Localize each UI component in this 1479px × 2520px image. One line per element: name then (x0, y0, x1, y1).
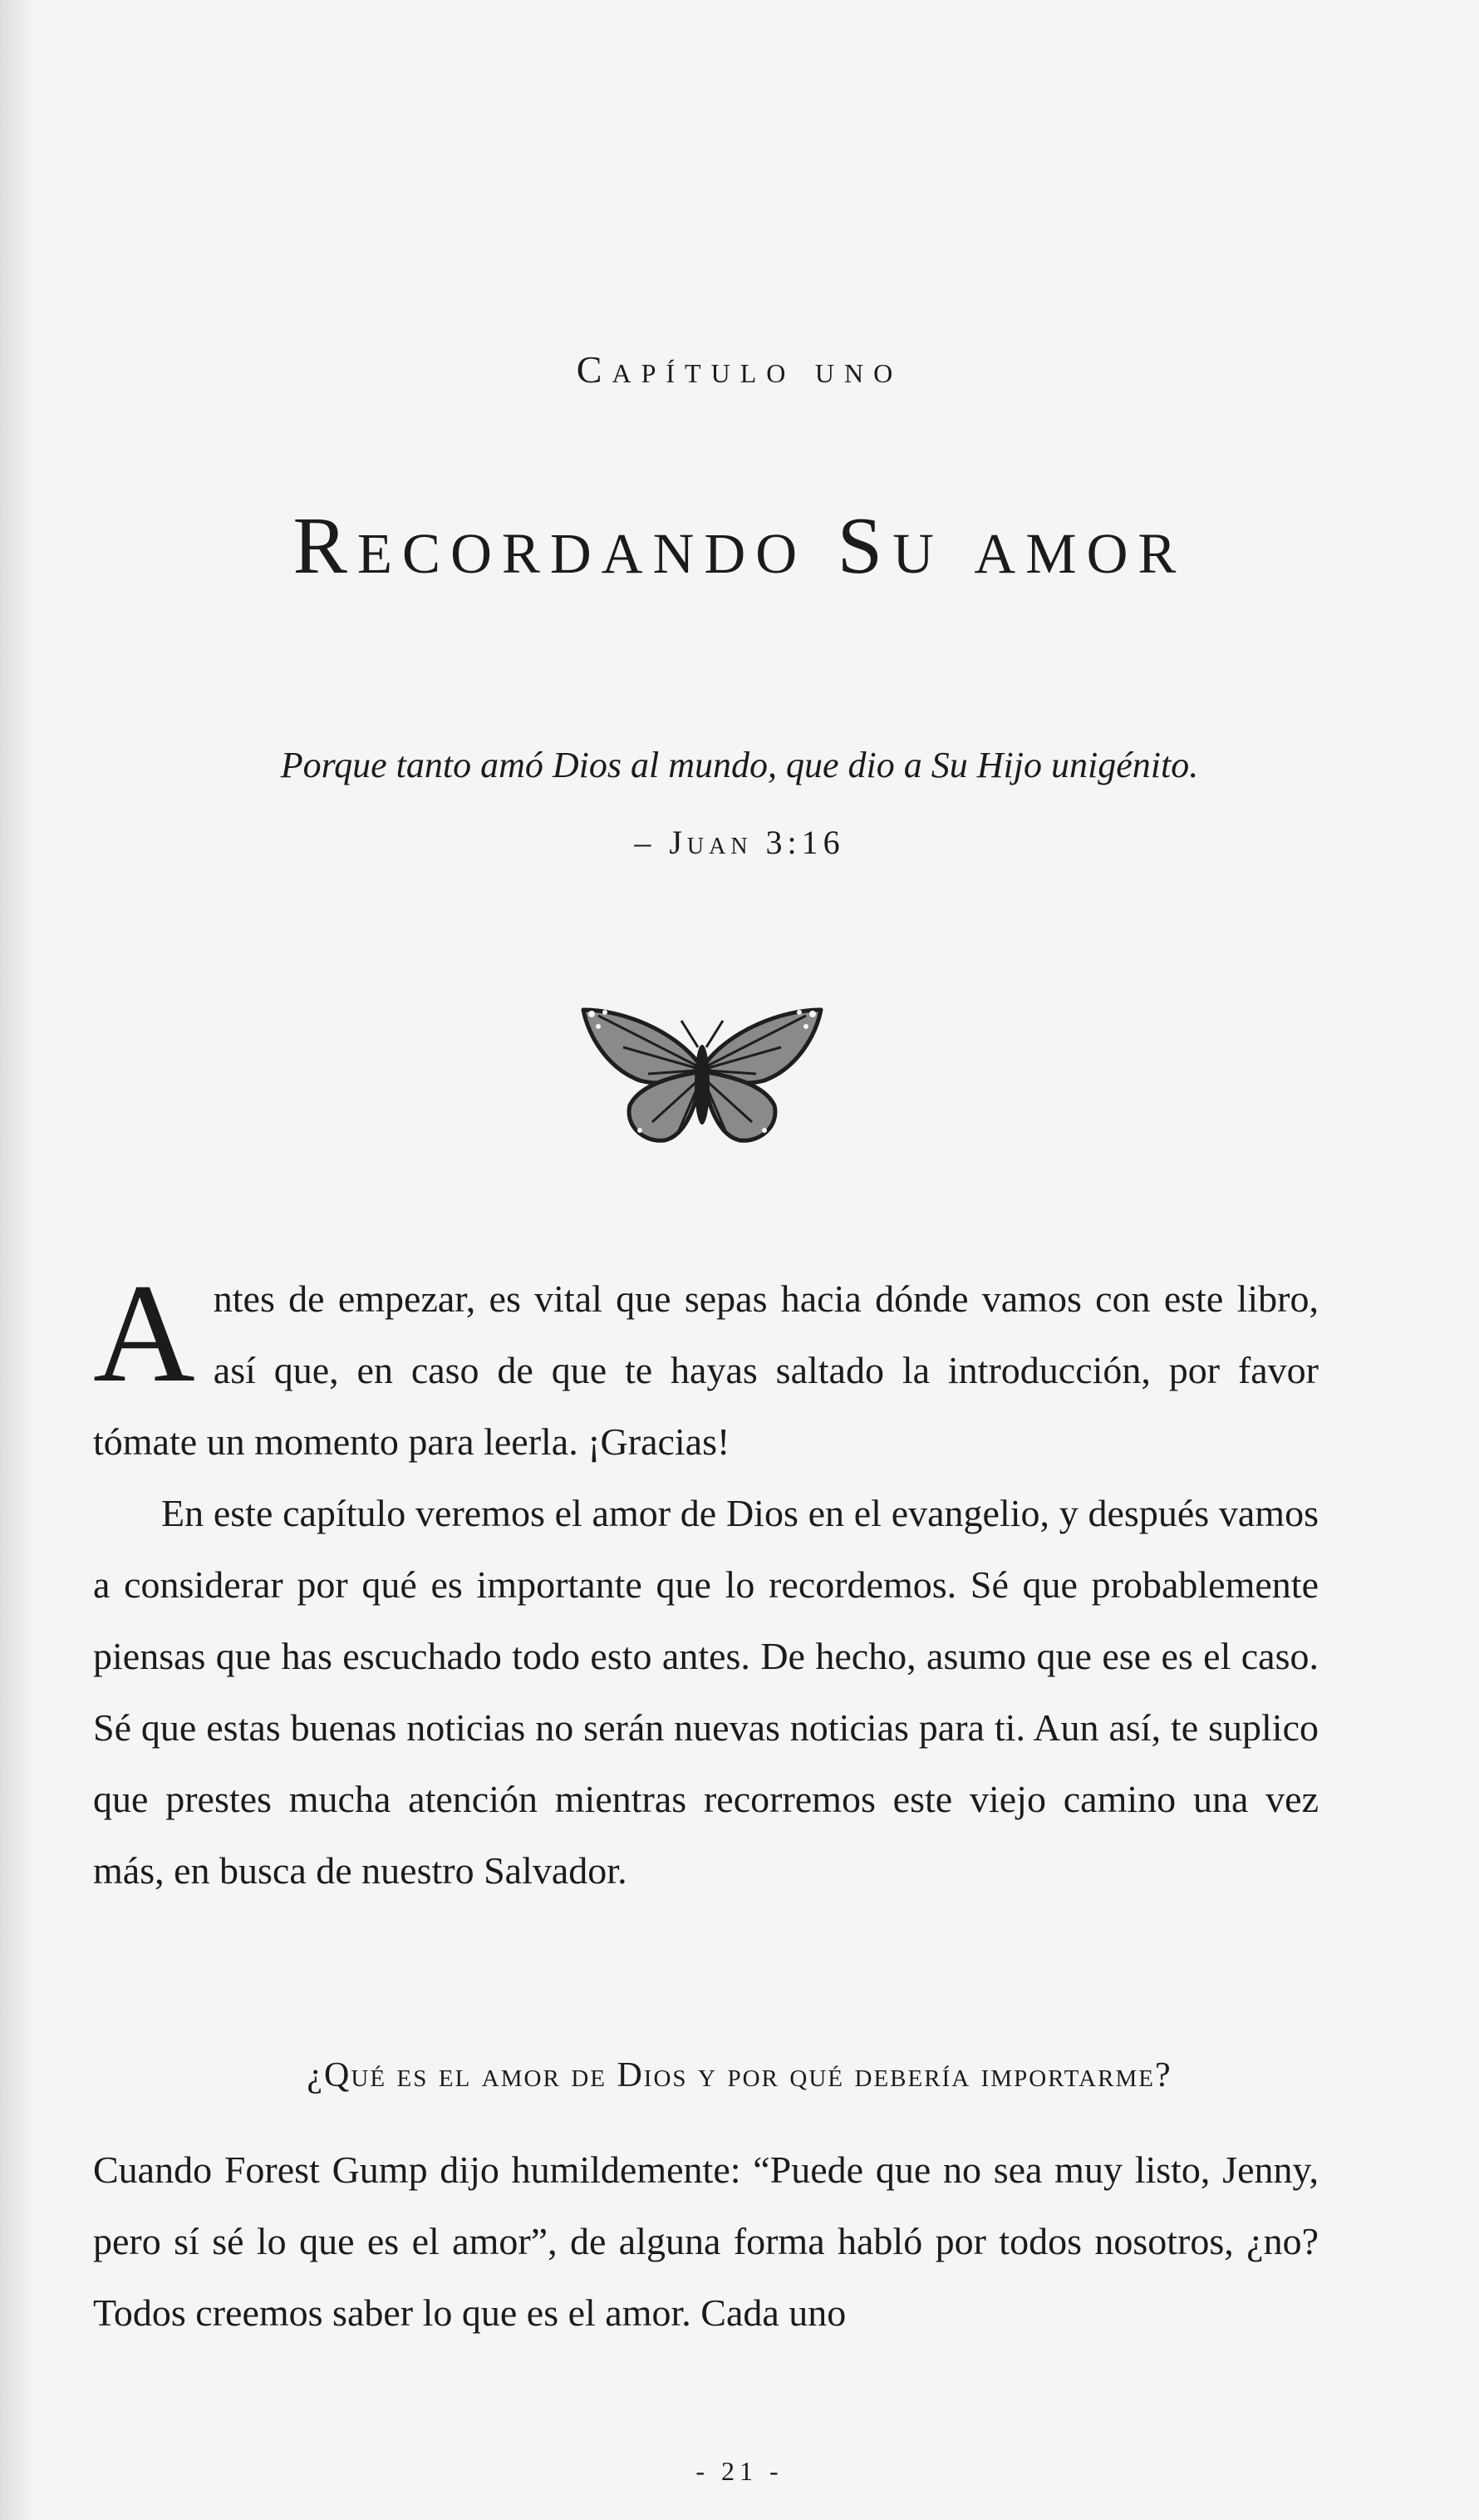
body-paragraphs (93, 1255, 1319, 1907)
epigraph-quote: Porque tanto amó Dios al mundo, que dio a Su Hijo unigénito. (280, 745, 1199, 785)
opening-paragraph-text: ntes de empezar, es vital que sepas hacia dónde vamos con este libro, así que, en caso de que te hayas saltado la introducción, por favor tómate un momento para leerla. ¡Gracias! (93, 1277, 1319, 1463)
section-heading: ¿Qué es el amor de Dios y por qué debería importarme? (307, 2056, 1172, 2094)
drop-cap: A (93, 1255, 195, 1411)
section-paragraph-text: Cuando Forest Gump dijo humildemente: “Puede que no sea muy listo, Jenny, pero sí sé lo que es el amor”, de alguna forma habló por todos nosotros, ¿no? Todos creemos saber lo que es el amor. Cada uno (93, 2148, 1319, 2334)
section-paragraph (93, 2134, 1319, 2349)
page-number: - 21 - (695, 2456, 784, 2486)
butterfly-icon (573, 989, 831, 1147)
epigraph-reference: – Juan 3:16 (634, 824, 845, 861)
opening-paragraph (93, 1255, 1319, 1478)
chapter-label: Capítulo uno (576, 348, 903, 391)
chapter-title: Recordando Su amor (292, 501, 1187, 591)
second-paragraph: En este capítulo veremos el amor de Dios en el evangelio, y después vamos a considerar por qué es importante que lo recordemos. Sé que probablemente piensas que has escuchado todo esto antes. De hecho, asumo que ese es el caso. Sé que estas buenas noticias no serán nuevas noticias para ti. Aun así, te suplico que prestes mucha atención mientras recorremos este viejo camino una vez más, en busca de nuestro Salvador. (93, 1492, 1319, 1892)
